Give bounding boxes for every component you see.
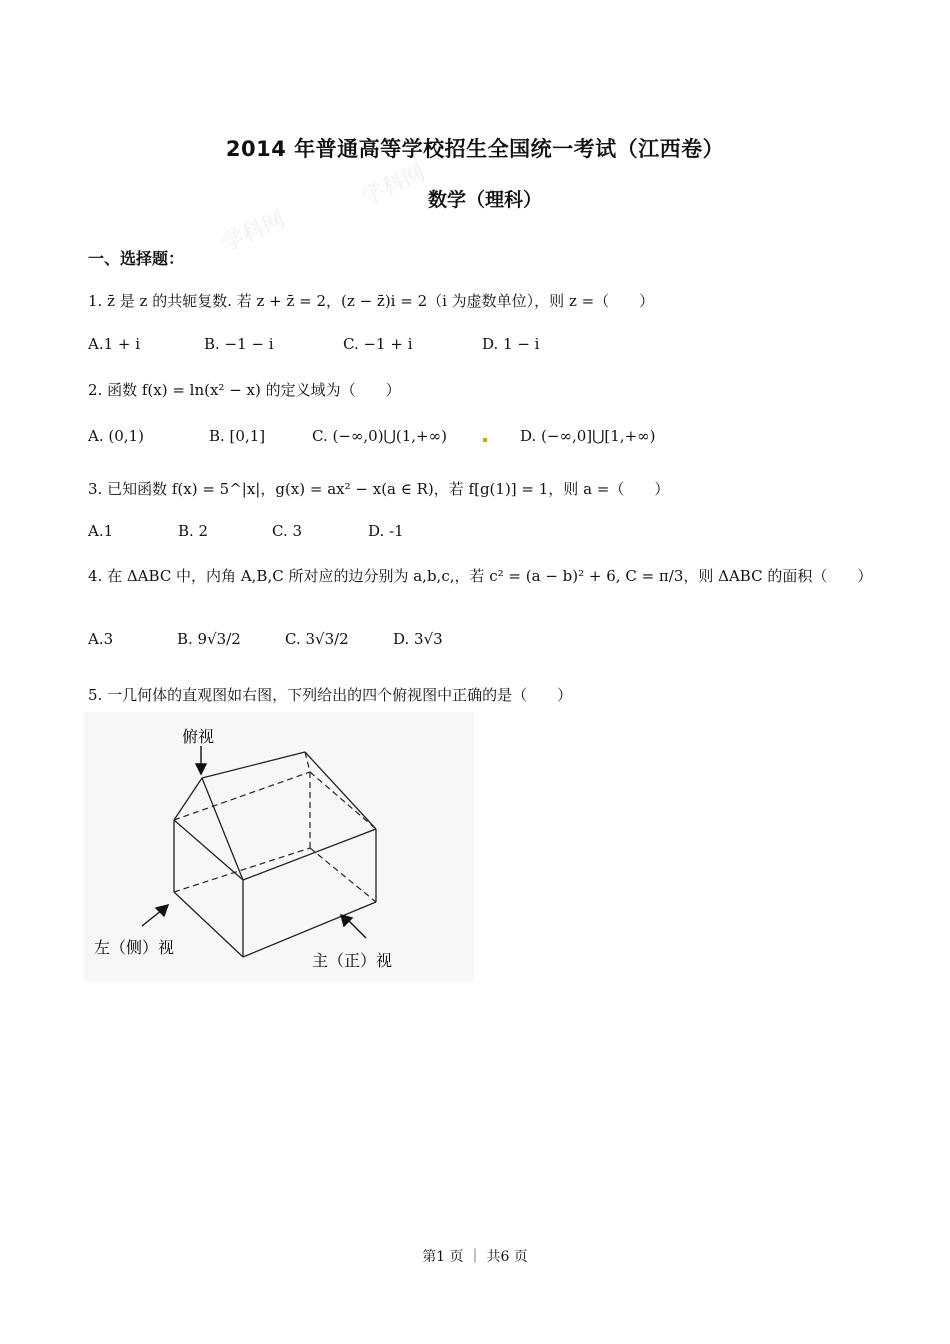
q1-option-d: D. 1 − i	[482, 335, 540, 353]
question-4: 4. 在 ΔABC 中，内角 A,B,C 所对应的边分别为 a,b,c,，若 c² = (a − b)² + 6, C = π/3，则 ΔABC 的面积（ ）	[88, 567, 873, 585]
label-side-view: 左（侧）视	[94, 938, 175, 957]
q3-option-c: C. 3	[272, 522, 303, 540]
watermark: 学科网	[218, 207, 290, 258]
question-3: 3. 已知函数 f(x) = 5^|x|，g(x) = ax² − x(a ∈ R)，若 f[g(1)] = 1，则 a =（ ）	[88, 480, 670, 498]
geometry-figure	[84, 712, 474, 982]
q1-option-c: C. −1 + i	[343, 335, 413, 353]
page-title: 2014 年普通高等学校招生全国统一考试（江西卷）	[225, 137, 725, 161]
watermark: 学科网	[358, 160, 430, 211]
question-2: 2. 函数 f(x) = ln(x² − x) 的定义域为（ ）	[88, 381, 401, 399]
q4-option-d: D. 3√3	[393, 630, 443, 648]
question-5: 5. 一几何体的直观图如右图，下列给出的四个俯视图中正确的是（ ）	[88, 686, 573, 704]
q4-option-a: A.3	[88, 630, 114, 648]
q2-option-b: B. [0,1]	[209, 427, 266, 445]
q1-option-a: A.1 + i	[88, 335, 141, 353]
q3-option-b: B. 2	[178, 522, 209, 540]
q3-option-d: D. -1	[368, 522, 404, 540]
question-1: 1. z̄ 是 z 的共轭复数. 若 z + z̄ = 2，(z − z̄)i = 2（i 为虚数单位），则 z =（ ）	[88, 292, 655, 310]
stray-dot	[483, 438, 487, 442]
page-footer: 第1 页 ｜ 共6 页	[422, 1249, 528, 1265]
q2-option-a: A. (0,1)	[88, 427, 144, 445]
q2-option-d: D. (−∞,0]⋃[1,+∞)	[520, 427, 656, 445]
q1-option-b: B. −1 − i	[204, 335, 274, 353]
q4-option-b: B. 9√3/2	[177, 630, 241, 648]
label-front-view: 主（正）视	[312, 951, 393, 970]
label-top-view: 俯视	[182, 727, 215, 746]
q2-option-c: C. (−∞,0)⋃(1,+∞)	[312, 427, 447, 445]
page-subtitle: 数学（理科）	[427, 189, 542, 211]
q4-option-c: C. 3√3/2	[285, 630, 349, 648]
q3-option-a: A.1	[88, 522, 114, 540]
section-heading: 一、选择题：	[88, 249, 185, 268]
